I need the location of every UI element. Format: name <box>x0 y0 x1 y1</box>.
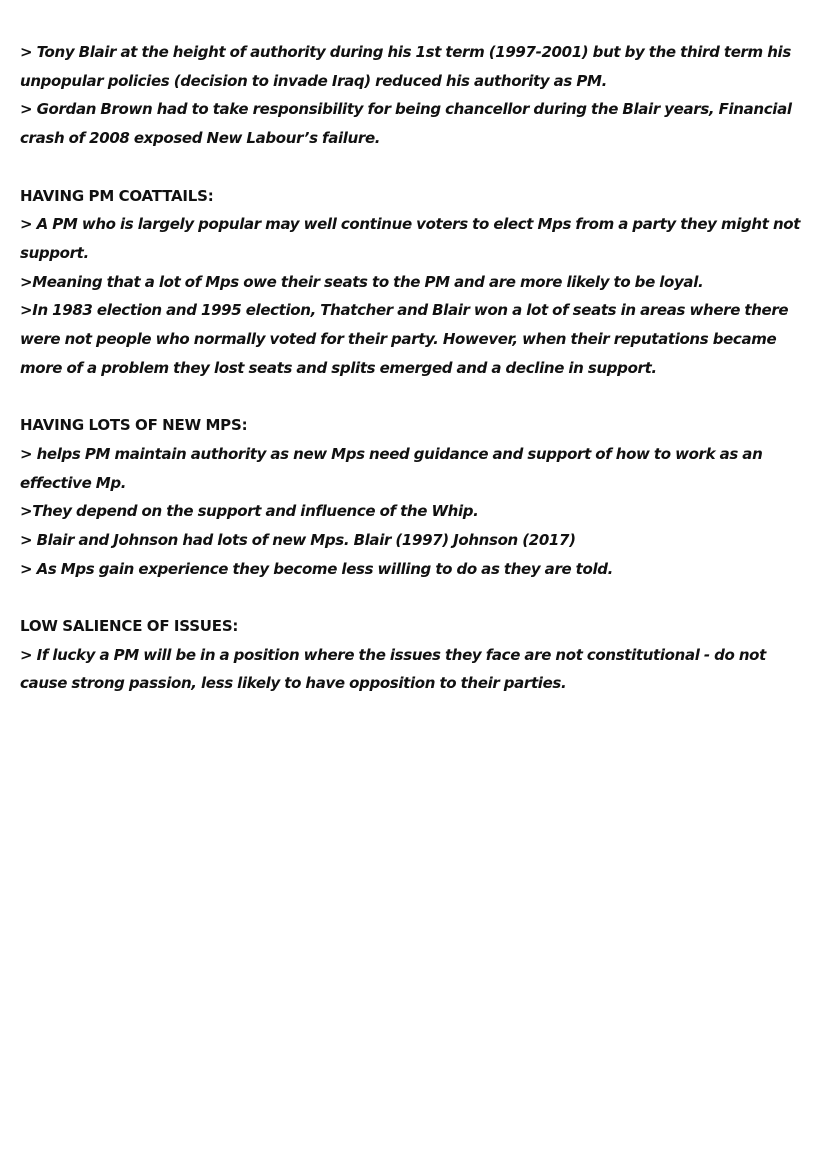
section-heading: HAVING PM COATTAILS: <box>20 186 214 205</box>
intro-block <box>20 38 812 153</box>
section-heading: HAVING LOTS OF NEW MPS: <box>20 416 248 435</box>
section-line: > Blair and Johnson had lots of new Mps. Blair (1997) Johnson (2017) <box>20 530 576 549</box>
section-line: > helps PM maintain authority as new Mps need guidance and support of how to work as an effective Mp. <box>20 444 763 492</box>
section-new-mps <box>20 411 812 583</box>
intro-line: > Tony Blair at the height of authority during his 1st term (1997-2001) but by the third term his unpopular policies (decision to invade Iraq) reduced his authority as PM. <box>20 43 791 90</box>
section-line: >They depend on the support and influence of the Whip. <box>20 502 479 521</box>
section-line: > If lucky a PM will be in a position where the issues they face are not constitutional - do not cause strong passion, less likely to have opposition to their parties. <box>20 645 766 693</box>
section-heading: LOW SALIENCE OF ISSUES: <box>20 617 239 636</box>
section-line: > A PM who is largely popular may well continue voters to elect Mps from a party they might not support. <box>20 215 801 262</box>
section-pm-coattails <box>20 182 812 383</box>
intro-line: > Gordan Brown had to take responsibility for being chancellor during the Blair years, Financial crash of 2008 exposed New Labour’s failure. <box>20 100 792 148</box>
section-line: >In 1983 election and 1995 election, Thatcher and Blair won a lot of seats in areas where there were not people who normally voted for their party. However, when their reputations became more of a problem they lost seats and splits emerged and a decline in support. <box>20 301 789 377</box>
document-page <box>20 38 812 727</box>
section-line: >Meaning that a lot of Mps owe their seats to the PM and are more likely to be loyal. <box>20 272 704 291</box>
section-line: > As Mps gain experience they become less willing to do as they are told. <box>20 559 613 578</box>
section-low-salience <box>20 612 812 698</box>
